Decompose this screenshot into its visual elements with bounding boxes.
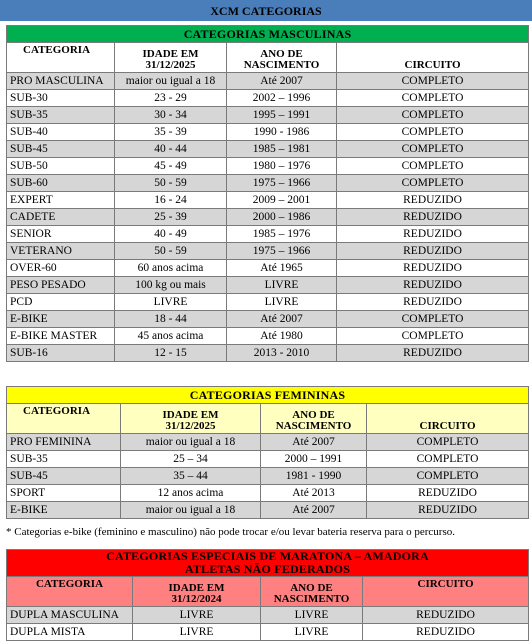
cell-ano-nascimento: 2000 – 1986 [227, 209, 337, 226]
cell-categoria: SUB-45 [7, 468, 121, 485]
cell-circuito: COMPLETO [337, 328, 529, 345]
header-idade [115, 43, 227, 73]
cell-idade: 30 - 34 [115, 107, 227, 124]
ebike-note: * Categorias e-bike (feminino e masculino) não pode trocar e/ou levar bateria reserva para o percurso. [6, 526, 455, 538]
cell-idade: 50 - 59 [115, 175, 227, 192]
cell-categoria: CADETE [7, 209, 115, 226]
header-line: NASCIMENTO [273, 593, 350, 605]
cell-circuito: REDUZIDO [367, 502, 529, 519]
cell-ano-nascimento: Até 2013 [261, 485, 367, 502]
table-row [7, 158, 529, 175]
cell-circuito: REDUZIDO [337, 345, 529, 362]
cell-ano-nascimento: 1980 – 1976 [227, 158, 337, 175]
cell-idade: 16 - 24 [115, 192, 227, 209]
header-ano-nascimento [261, 577, 363, 607]
cell-idade: maior ou igual a 18 [115, 73, 227, 90]
table-row [7, 502, 529, 519]
cell-circuito: REDUZIDO [367, 485, 529, 502]
cell-ano-nascimento: 1981 - 1990 [261, 468, 367, 485]
cell-categoria: SUB-50 [7, 158, 115, 175]
page-title: XCM CATEGORIAS [0, 0, 532, 21]
cell-idade: LIVRE [133, 607, 261, 624]
table-row [7, 260, 529, 277]
cell-ano-nascimento: 1990 - 1986 [227, 124, 337, 141]
cell-ano-nascimento: 2009 – 2001 [227, 192, 337, 209]
header-circuito: CIRCUITO [337, 43, 529, 73]
cell-categoria: SUB-45 [7, 141, 115, 158]
cell-circuito: COMPLETO [337, 124, 529, 141]
cell-idade: 100 kg ou mais [115, 277, 227, 294]
cell-circuito: COMPLETO [337, 73, 529, 90]
cell-ano-nascimento: 1975 – 1966 [227, 175, 337, 192]
header-categoria: CATEGORIA [7, 577, 133, 607]
special-title-line2: ATLETAS NÃO FEDERADOS [184, 562, 351, 576]
table-row [7, 277, 529, 294]
header-line: 31/12/2024 [171, 593, 222, 605]
cell-ano-nascimento: Até 2007 [227, 311, 337, 328]
cell-idade: 25 – 34 [121, 451, 261, 468]
cell-circuito: REDUZIDO [337, 277, 529, 294]
table-row [7, 345, 529, 362]
header-idade [121, 404, 261, 434]
table-row [7, 192, 529, 209]
cell-ano-nascimento: 2002 – 1996 [227, 90, 337, 107]
female-categories-table [6, 386, 529, 519]
special-table-title [7, 550, 529, 577]
cell-categoria: EXPERT [7, 192, 115, 209]
table-row [7, 311, 529, 328]
table-row [7, 243, 529, 260]
cell-categoria: SUB-16 [7, 345, 115, 362]
table-row [7, 226, 529, 243]
cell-categoria: DUPLA MISTA [7, 624, 133, 641]
cell-circuito: COMPLETO [337, 175, 529, 192]
header-circuito: CIRCUITO [363, 577, 529, 607]
cell-categoria: SUB-35 [7, 451, 121, 468]
header-line: 31/12/2025 [145, 59, 196, 71]
table-row [7, 73, 529, 90]
header-line: 31/12/2025 [165, 420, 216, 432]
cell-idade: 45 anos acima [115, 328, 227, 345]
cell-circuito: REDUZIDO [337, 243, 529, 260]
cell-categoria: PESO PESADO [7, 277, 115, 294]
cell-idade: 60 anos acima [115, 260, 227, 277]
table-row [7, 107, 529, 124]
cell-ano-nascimento: Até 1965 [227, 260, 337, 277]
cell-circuito: COMPLETO [367, 468, 529, 485]
cell-categoria: E-BIKE [7, 311, 115, 328]
cell-ano-nascimento: Até 2007 [261, 434, 367, 451]
cell-categoria: DUPLA MASCULINA [7, 607, 133, 624]
cell-circuito: REDUZIDO [363, 624, 529, 641]
cell-categoria: SUB-60 [7, 175, 115, 192]
table-row [7, 294, 529, 311]
cell-circuito: REDUZIDO [337, 226, 529, 243]
header-categoria: CATEGORIA [7, 43, 115, 73]
header-ano-nascimento [261, 404, 367, 434]
cell-circuito: REDUZIDO [363, 607, 529, 624]
male-categories-table [6, 25, 529, 362]
cell-idade: maior ou igual a 18 [121, 434, 261, 451]
cell-categoria: SUB-30 [7, 90, 115, 107]
table-row [7, 328, 529, 345]
cell-circuito: COMPLETO [367, 434, 529, 451]
cell-circuito: REDUZIDO [337, 260, 529, 277]
header-idade [133, 577, 261, 607]
cell-idade: 50 - 59 [115, 243, 227, 260]
cell-circuito: REDUZIDO [337, 192, 529, 209]
cell-circuito: COMPLETO [337, 158, 529, 175]
table-row [7, 434, 529, 451]
cell-categoria: SUB-35 [7, 107, 115, 124]
cell-ano-nascimento: Até 2007 [261, 502, 367, 519]
cell-categoria: OVER-60 [7, 260, 115, 277]
header-line: NASCIMENTO [275, 420, 352, 432]
header-line: IDADE EM [142, 48, 199, 60]
cell-ano-nascimento: LIVRE [261, 624, 363, 641]
cell-circuito: COMPLETO [337, 107, 529, 124]
cell-circuito: COMPLETO [337, 141, 529, 158]
cell-idade: LIVRE [115, 294, 227, 311]
cell-idade: 18 - 44 [115, 311, 227, 328]
cell-ano-nascimento: LIVRE [261, 607, 363, 624]
cell-idade: 23 - 29 [115, 90, 227, 107]
cell-idade: 45 - 49 [115, 158, 227, 175]
cell-idade: 40 - 49 [115, 226, 227, 243]
cell-categoria: SPORT [7, 485, 121, 502]
cell-categoria: VETERANO [7, 243, 115, 260]
cell-circuito: COMPLETO [337, 90, 529, 107]
cell-idade: 25 - 39 [115, 209, 227, 226]
cell-categoria: PCD [7, 294, 115, 311]
cell-idade: 40 - 44 [115, 141, 227, 158]
cell-idade: maior ou igual a 18 [121, 502, 261, 519]
header-line: ANO DE [292, 409, 335, 421]
header-line: IDADE EM [162, 409, 219, 421]
cell-circuito: REDUZIDO [337, 294, 529, 311]
cell-idade: 35 – 44 [121, 468, 261, 485]
female-table-title: CATEGORIAS FEMININAS [7, 387, 529, 404]
cell-categoria: E-BIKE [7, 502, 121, 519]
cell-idade: 12 anos acima [121, 485, 261, 502]
cell-ano-nascimento: 1975 – 1966 [227, 243, 337, 260]
special-categories-table [6, 549, 529, 641]
header-circuito: CIRCUITO [367, 404, 529, 434]
table-row [7, 141, 529, 158]
cell-circuito: REDUZIDO [337, 209, 529, 226]
header-categoria: CATEGORIA [7, 404, 121, 434]
cell-ano-nascimento: 1985 – 1976 [227, 226, 337, 243]
header-line: IDADE EM [168, 582, 225, 594]
cell-idade: 12 - 15 [115, 345, 227, 362]
cell-ano-nascimento: Até 1980 [227, 328, 337, 345]
table-row [7, 468, 529, 485]
cell-ano-nascimento: Até 2007 [227, 73, 337, 90]
header-line: ANO DE [260, 48, 303, 60]
cell-circuito: COMPLETO [337, 311, 529, 328]
cell-circuito: COMPLETO [367, 451, 529, 468]
cell-categoria: SUB-40 [7, 124, 115, 141]
cell-ano-nascimento: 1995 – 1991 [227, 107, 337, 124]
male-table-title: CATEGORIAS MASCULINAS [7, 26, 529, 43]
table-row [7, 175, 529, 192]
table-row [7, 124, 529, 141]
cell-ano-nascimento: 2000 – 1991 [261, 451, 367, 468]
cell-categoria: PRO MASCULINA [7, 73, 115, 90]
cell-ano-nascimento: LIVRE [227, 277, 337, 294]
cell-categoria: E-BIKE MASTER [7, 328, 115, 345]
cell-ano-nascimento: 2013 - 2010 [227, 345, 337, 362]
special-title-line1: CATEGORIAS ESPECIAIS DE MARATONA – AMADORA [106, 549, 429, 563]
table-row [7, 624, 529, 641]
header-line: ANO DE [290, 582, 333, 594]
cell-categoria: PRO FEMININA [7, 434, 121, 451]
table-row [7, 209, 529, 226]
header-ano-nascimento [227, 43, 337, 73]
cell-ano-nascimento: 1985 – 1981 [227, 141, 337, 158]
cell-idade: LIVRE [133, 624, 261, 641]
table-row [7, 451, 529, 468]
header-line: NASCIMENTO [243, 59, 320, 71]
cell-ano-nascimento: LIVRE [227, 294, 337, 311]
table-row [7, 90, 529, 107]
cell-categoria: SENIOR [7, 226, 115, 243]
table-row [7, 485, 529, 502]
cell-idade: 35 - 39 [115, 124, 227, 141]
table-row [7, 607, 529, 624]
